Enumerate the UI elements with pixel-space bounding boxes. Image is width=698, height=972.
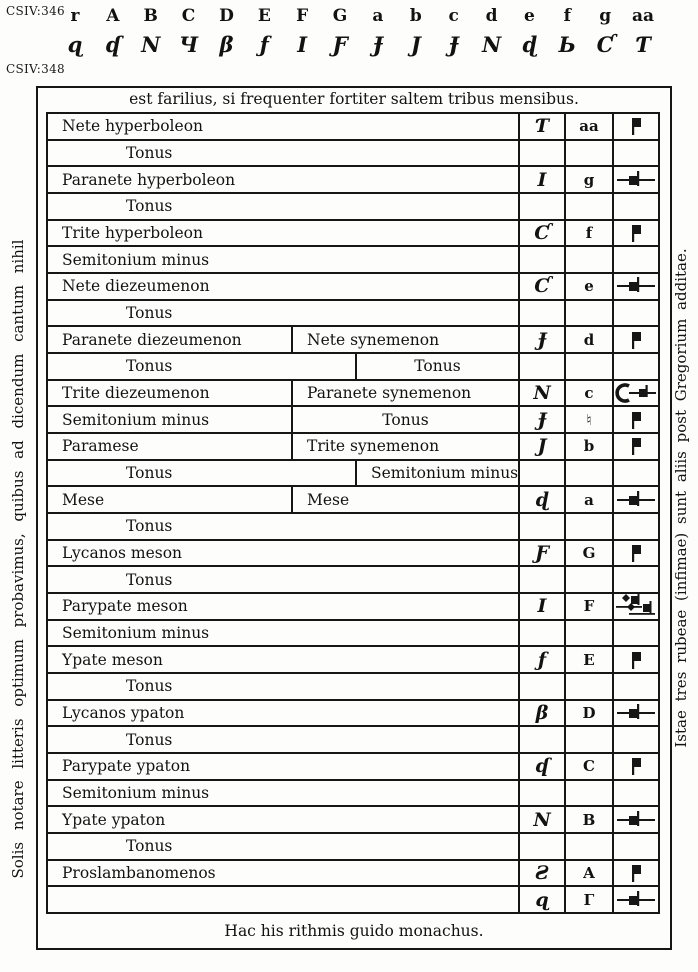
notation-glyph: I (297, 32, 308, 57)
notation-letter-cell (518, 567, 564, 592)
row-name-area (48, 807, 518, 832)
neume-cell (612, 701, 658, 726)
note-name-cell: Lycanos ypaton (62, 704, 185, 723)
notation-letter-cell: I (518, 594, 564, 619)
table-row (48, 114, 658, 141)
table-row (48, 701, 658, 728)
scale-letter: c (448, 6, 459, 26)
neume-cell (612, 354, 658, 379)
note-name-cell: Nete hyperboleon (62, 117, 204, 136)
scale-letter: G (332, 6, 348, 26)
neume-cell (612, 194, 658, 219)
note-name-cell: Ypate meson (62, 650, 163, 669)
margin-reference-top: CSIV:346 (6, 4, 65, 18)
notation-letter-cell: ƒ (518, 647, 564, 672)
table-row (48, 621, 658, 648)
neume-cell (612, 434, 658, 459)
scale-letter: d (485, 6, 498, 26)
table-row (48, 221, 658, 248)
neume-cell (612, 887, 658, 912)
scale-letter: A (106, 6, 120, 26)
pitch-letter-cell: d (564, 327, 612, 352)
notation-letter-cell (518, 461, 564, 486)
note-name-cell: Tonus (126, 570, 173, 589)
neume-cell (612, 541, 658, 566)
row-name-area (48, 461, 518, 486)
table-footer-line: Hac his rithmis guido monachus. (224, 922, 484, 940)
table-row (48, 461, 658, 488)
notation-glyph: Ƭ (635, 32, 651, 57)
notation-glyph-row (56, 32, 662, 64)
notation-letter-cell (518, 141, 564, 166)
pitch-letter-cell (564, 621, 612, 646)
right-margin-note: Istae tres rubeae (infimae) sunt aliis post Gregorium additae. (672, 248, 690, 748)
scale-letter: E (257, 6, 271, 26)
row-name-area (48, 567, 518, 592)
virga-neume-icon (623, 435, 649, 457)
row-name-area (48, 301, 518, 326)
synemenon-name-cell: Mese (291, 487, 518, 512)
neume-cell (612, 861, 658, 886)
scale-letter: F (296, 6, 309, 26)
table-row (48, 141, 658, 168)
scale-letter: e (524, 6, 535, 26)
neume-cell (612, 834, 658, 859)
notation-glyph: J (410, 32, 421, 57)
row-name-area (48, 141, 518, 166)
table-outer-frame (36, 86, 672, 950)
scale-letter: b (409, 6, 422, 26)
note-name-cell: Paranete hyperboleon (62, 170, 236, 189)
notation-letter-cell: Ƈ (518, 221, 564, 246)
neume-cell (612, 407, 658, 432)
table-row (48, 274, 658, 301)
neume-cell (612, 567, 658, 592)
row-name-area (48, 781, 518, 806)
row-name-area (48, 861, 518, 886)
note-name-cell: Parypate meson (62, 597, 188, 616)
pitch-letter-cell: B (564, 807, 612, 832)
neume-cell (612, 221, 658, 246)
pitch-letter-cell: f (564, 221, 612, 246)
neume-cell (612, 381, 658, 406)
notation-letter-cell: I (518, 167, 564, 192)
row-name-area (48, 381, 518, 406)
notation-letter-cell (518, 727, 564, 752)
row-name-area (48, 701, 518, 726)
table-row (48, 594, 658, 621)
pitch-letter-cell: D (564, 701, 612, 726)
note-name-cell: Trite diezeumenon (62, 384, 210, 403)
virga-neume-icon (623, 649, 649, 671)
scale-letter: C (181, 6, 196, 26)
notation-letter-cell (518, 514, 564, 539)
table-row (48, 434, 658, 461)
notation-letter-cell: N (518, 807, 564, 832)
pitch-letter-cell (564, 727, 612, 752)
synemenon-name-cell: Nete synemenon (291, 327, 518, 352)
pitch-letter-cell: A (564, 861, 612, 886)
row-name-area (48, 274, 518, 299)
note-name-cell: Parypate ypaton (62, 757, 191, 776)
neume-cell (612, 114, 658, 139)
scale-letter: f (563, 6, 571, 26)
notation-glyph: N (141, 32, 161, 57)
notation-glyph: Ɉ (448, 32, 459, 57)
pitch-letter-cell (564, 567, 612, 592)
notation-glyph: β (219, 32, 234, 57)
pitch-letter-cell (564, 194, 612, 219)
virga-neume-icon (623, 409, 649, 431)
left-margin-note: Solis notare litteris optimum probavimus, quibus ad dicendum cantum nihil (9, 239, 27, 879)
table-row (48, 407, 658, 434)
table-row (48, 194, 658, 221)
neume-cell (612, 647, 658, 672)
notation-glyph: ʠ (105, 32, 121, 57)
neume-cell (612, 594, 658, 619)
note-name-cell (48, 887, 518, 912)
row-name-area (48, 754, 518, 779)
pitch-letter-cell: b (564, 434, 612, 459)
row-name-area (48, 114, 518, 139)
pitch-letter-cell (564, 781, 612, 806)
neume-cell (612, 727, 658, 752)
note-on-line-icon (616, 809, 656, 831)
row-name-area (48, 221, 518, 246)
note-name-cell: Trite hyperboleon (62, 224, 203, 243)
notation-glyph: Ь (558, 32, 576, 57)
row-name-area (48, 407, 518, 432)
note-name-cell: Ypate ypaton (62, 810, 166, 829)
notation-letter-cell: J (518, 434, 564, 459)
table-row (48, 781, 658, 808)
row-name-area (48, 247, 518, 272)
table-row (48, 647, 658, 674)
notation-letter-cell: Ƨ (518, 861, 564, 886)
notation-glyph: Ƒ (332, 32, 348, 57)
note-name-cell: Semitonium minus (62, 784, 210, 803)
virga-neume-icon (623, 542, 649, 564)
table-row (48, 567, 658, 594)
pitch-letter-cell: aa (564, 114, 612, 139)
table-row (48, 327, 658, 354)
note-name-cell: Tonus (126, 837, 173, 856)
notation-letter-cell: ɖ (518, 487, 564, 512)
note-name-cell: Tonus (126, 304, 173, 323)
row-name-area (48, 514, 518, 539)
virga-neume-icon (623, 862, 649, 884)
row-name-area (48, 434, 518, 459)
table-row (48, 861, 658, 888)
pitch-letter-cell: c (564, 381, 612, 406)
note-name-cell: Tonus (126, 197, 173, 216)
neume-cell (612, 167, 658, 192)
note-name-cell: Semitonium minus (62, 624, 210, 643)
note-name-cell: Lycanos meson (62, 544, 183, 563)
neume-cell (612, 327, 658, 352)
row-name-area (48, 887, 518, 912)
table-row (48, 887, 658, 912)
neume-cluster-icon (615, 593, 657, 619)
table-row (48, 674, 658, 701)
pitch-letter-cell (564, 834, 612, 859)
pitch-letter-cell: C (564, 754, 612, 779)
note-name-cell: Paramese (62, 437, 139, 456)
scale-letter: B (143, 6, 158, 26)
row-name-area (48, 727, 518, 752)
note-on-line-icon (616, 889, 656, 911)
row-name-area (48, 647, 518, 672)
table-row (48, 541, 658, 568)
neume-cell (612, 781, 658, 806)
neume-cell (612, 674, 658, 699)
row-name-area (48, 594, 518, 619)
neume-cell (612, 461, 658, 486)
notation-letter-cell: ʠ (518, 754, 564, 779)
note-name-cell: Mese (62, 490, 105, 509)
notation-letter-cell: Ƭ (518, 114, 564, 139)
pitch-letter-cell: E (564, 647, 612, 672)
pitch-letter-cell: F (564, 594, 612, 619)
notation-letter-cell (518, 194, 564, 219)
pitch-letter-cell (564, 514, 612, 539)
notation-glyph: Ƈ (596, 32, 614, 57)
neume-cell (612, 274, 658, 299)
row-name-area (48, 621, 518, 646)
virga-neume-icon (623, 755, 649, 777)
note-on-line-icon (616, 489, 656, 511)
pitch-letter-cell: a (564, 487, 612, 512)
note-name-cell: Semitonium minus (62, 250, 210, 269)
virga-neume-icon (623, 222, 649, 244)
notation-glyph: Ч (178, 32, 199, 57)
notation-glyph: ɖ (522, 32, 537, 57)
row-name-area (48, 487, 518, 512)
notation-glyph: ƒ (259, 32, 269, 57)
pitch-letter-cell (564, 461, 612, 486)
notation-letter-cell: Ƒ (518, 541, 564, 566)
notation-glyph: ɋ (67, 32, 83, 57)
synemenon-name-cell: Paranete synemenon (291, 381, 518, 406)
notation-glyph: N (481, 32, 502, 57)
pitch-letter-cell (564, 354, 612, 379)
table-row (48, 247, 658, 274)
neume-cell (612, 141, 658, 166)
scale-letter: D (219, 6, 234, 26)
notation-letter-cell (518, 781, 564, 806)
scale-letter: aa (632, 6, 655, 26)
synemenon-name-cell: Tonus (291, 407, 518, 432)
scale-letter-row (56, 6, 662, 30)
notation-letter-cell (518, 301, 564, 326)
table-row (48, 381, 658, 408)
row-name-area (48, 327, 518, 352)
pitch-letter-cell: e (564, 274, 612, 299)
notation-letter-cell (518, 247, 564, 272)
neume-cell (612, 621, 658, 646)
notation-letter-cell (518, 834, 564, 859)
note-name-cell: Semitonium minus (62, 410, 210, 429)
notation-letter-cell (518, 621, 564, 646)
notation-letter-cell: β (518, 701, 564, 726)
table-row (48, 354, 658, 381)
note-on-line-icon (616, 275, 656, 297)
synemenon-name-cell: Trite synemenon (291, 434, 518, 459)
row-name-area (48, 194, 518, 219)
pitch-letter-cell: G (564, 541, 612, 566)
table-grid (46, 112, 660, 914)
note-name-cell: Proslambanomenos (62, 864, 216, 883)
table-row (48, 727, 658, 754)
row-name-area (48, 834, 518, 859)
neume-cell (612, 807, 658, 832)
scale-letter: g (599, 6, 612, 26)
neume-cell (612, 754, 658, 779)
scale-letter: r (70, 6, 80, 26)
scale-letter: a (372, 6, 384, 26)
table-row (48, 514, 658, 541)
note-name-cell: Nete diezeumenon (62, 277, 210, 296)
table-row (48, 167, 658, 194)
notation-letter-cell: ɋ (518, 887, 564, 912)
table-row (48, 807, 658, 834)
note-on-line-icon (616, 702, 656, 724)
synemenon-name-cell: Semitonium minus (355, 461, 518, 486)
pitch-letter-cell: Γ (564, 887, 612, 912)
virga-neume-icon (623, 115, 649, 137)
note-name-cell: Tonus (126, 677, 173, 696)
notation-letter-cell: N (518, 381, 564, 406)
pitch-letter-cell (564, 247, 612, 272)
table-header-line: est farilius, si frequenter fortiter saltem tribus mensibus. (129, 90, 579, 108)
note-name-cell: Paranete diezeumenon (62, 330, 242, 349)
note-name-cell: Tonus (126, 517, 173, 536)
notation-letter-cell: Ɉ (518, 407, 564, 432)
note-name-cell: Tonus (126, 357, 173, 376)
notation-glyph: Ɉ (372, 32, 383, 57)
row-name-area (48, 354, 518, 379)
neume-cell (612, 301, 658, 326)
synemenon-name-cell: Tonus (355, 354, 518, 379)
pitch-letter-cell (564, 301, 612, 326)
pitch-letter-cell (564, 141, 612, 166)
table-row (48, 301, 658, 328)
c-clef-note-icon (614, 381, 658, 405)
note-name-cell: Tonus (126, 730, 173, 749)
virga-neume-icon (623, 329, 649, 351)
table-row (48, 487, 658, 514)
neume-cell (612, 487, 658, 512)
table-row (48, 754, 658, 781)
neume-cell (612, 514, 658, 539)
row-name-area (48, 674, 518, 699)
note-name-cell: Tonus (126, 464, 173, 483)
margin-reference-bottom: CSIV:348 (6, 62, 65, 76)
pitch-letter-cell (564, 674, 612, 699)
notation-letter-cell (518, 354, 564, 379)
neume-cell (612, 247, 658, 272)
notation-letter-cell (518, 674, 564, 699)
notation-letter-cell: Ɉ (518, 327, 564, 352)
row-name-area (48, 167, 518, 192)
pitch-letter-cell: ♮ (564, 407, 612, 432)
note-name-cell: Tonus (126, 144, 173, 162)
pitch-letter-cell: g (564, 167, 612, 192)
row-name-area (48, 541, 518, 566)
table-row (48, 834, 658, 861)
note-on-line-icon (616, 169, 656, 191)
notation-letter-cell: Ƈ (518, 274, 564, 299)
